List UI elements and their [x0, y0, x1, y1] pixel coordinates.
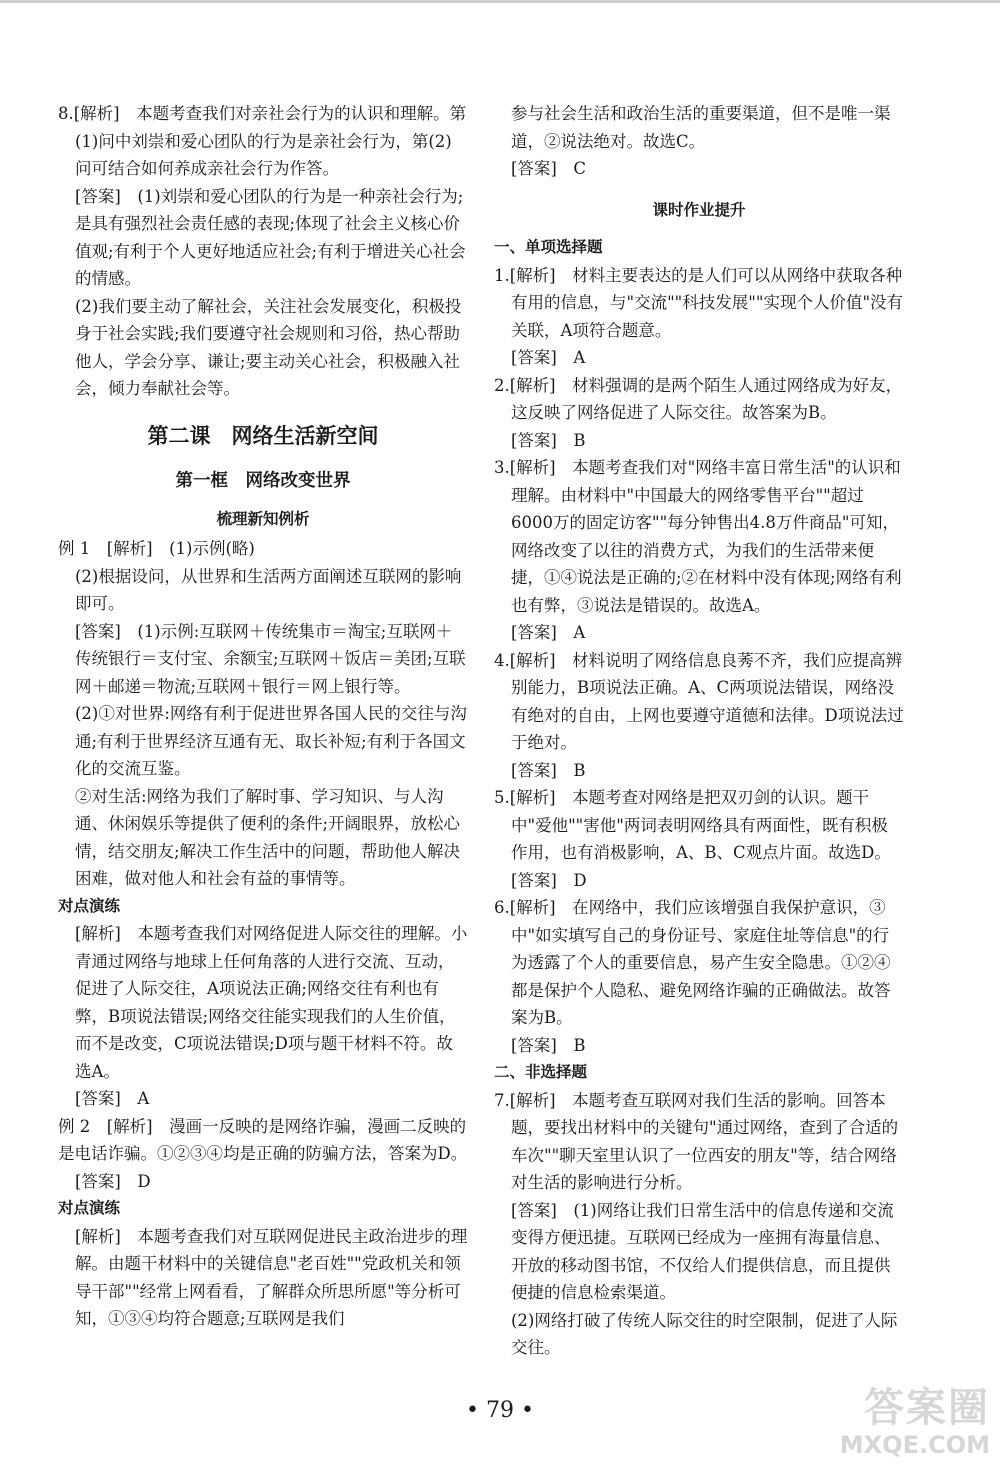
q4-analysis: 4.[解析] 材料说明了网络信息良莠不齐，我们应提高辨别能力，B项说法正确。A、C两项说法错误，网络没有绝对的自由，上网也要遵守道德和法律。D项说法过于绝对。	[494, 650, 904, 752]
q6-answer: [答案] B	[511, 1035, 586, 1055]
watermark-logo	[812, 1386, 990, 1460]
q7-answer-1: [答案] (1)网络让我们日常生活中的信息传递和交流变得方便迅捷。互联网已经成为一座拥有海量信息、开放的移动图书馆，不仅给人们提供信息，而且提供便捷的信息检索渠道。	[511, 1200, 894, 1302]
subsection-title: 梳理新知例析	[216, 509, 310, 528]
q3-analysis: 3.[解析] 本题考查我们对"网络丰富日常生活"的认识和理解。由材料中"中国最大的网络零售平台""超过6000万的固定访客""每分钟售出4.8万件商品"可知，网络改变了以往的消费方式，为我们的生活带来便捷，①④说法是正确的;②在材料中没有体现;网络有利也有弊，③说法是错误的。故选A。	[494, 458, 902, 615]
q8-answer-2: (2)我们要主动了解社会，关注社会发展变化，积极投身于社会实践;我们要遵守社会规则和习俗，热心帮助他人，学会分享、谦让;要主动关心社会，积极融入社会，倾力奉献社会等。	[75, 296, 462, 398]
practice1-analysis: [解析] 本题考查我们对网络促进人际交往的理解。小青通过网络与地球上任何角落的人进行交流、互动，促进了人际交往，A项说法正确;网络交往有利也有弊，B项说法错误;网络交往能实现我们的人生价值，而不是改变，C项说法错误;D项与题干材料不符。故选A。	[75, 924, 468, 1081]
q4-answer: [答案] B	[511, 760, 586, 780]
watermark-url: MXQE.COM	[839, 1431, 990, 1459]
watermark-title: 答案圈	[864, 1385, 990, 1431]
practice1-answer: [答案] A	[75, 1089, 150, 1108]
part1-heading: 一、单项选择题	[494, 238, 603, 256]
frame-title: 第一框 网络改变世界	[175, 471, 351, 491]
q3-answer: [答案] A	[511, 623, 586, 642]
continued-text: 参与社会生活和政治生活的重要渠道，但不是唯一渠道，②说法绝对。故选C。	[511, 104, 891, 151]
top-rule	[0, 0, 1000, 3]
q5-answer: [答案] D	[511, 870, 587, 890]
lesson-title: 第二课 网络生活新空间	[147, 423, 379, 448]
ex1-analysis-2: (2)根据设问，从世界和生活两方面阐述互联网的影响即可。	[75, 566, 462, 613]
ex1-analysis-1: 例 1 [解析] (1)示例(略)	[58, 539, 255, 558]
q8-answer-1: [答案] (1)刘崇和爱心团队的行为是一种亲社会行为;是具有强烈社会责任感的表现;体现了社会主义核心价值观;有利于个人更好地适应社会;有利于增进关心社会的情感。	[75, 186, 466, 288]
continued-answer: [答案] C	[511, 159, 586, 178]
q6-analysis: 6.[解析] 在网络中，我们应该增强自我保护意识，③中"如实填写自己的身份证号、家庭住址等信息"的行为透露了个人的重要信息，易产生安全隐患。①②④都是保护个人隐私、避免网络诈骗的正确做法。故答案为B。	[494, 898, 891, 1027]
q8-analysis: 8.[解析] 本题考查我们对亲社会行为的认识和理解。第(1)问中刘崇和爱心团队的行为是亲社会行为，第(2)问可结合如何养成亲社会行为作答。	[58, 104, 467, 178]
q2-answer: [答案] B	[511, 430, 586, 450]
ex1-answer-2: (2)①对世界:网络有利于促进世界各国人民的交往与沟通;有利于世界经济互通有无、取长补短;有利于各国文化的交流互鉴。	[75, 704, 467, 778]
q7-analysis: 7.[解析] 本题考查互联网对我们生活的影响。回答本题，要找出材料中的关键句"通过网络，查到了合适的车次""聊天室里认识了一位西安的朋友"等，结合网络对生活的影响进行分析。	[494, 1090, 899, 1192]
ex1-answer-1: [答案] (1)示例:互联网＋传统集市＝淘宝;互联网＋传统银行＝支付宝、余额宝;互联网＋饭店＝美团;互联网＋邮递＝物流;互联网＋银行＝网上银行等。	[75, 621, 466, 696]
ex2-analysis: 例 2 [解析] 漫画一反映的是网络诈骗，漫画二反映的是电话诈骗。①②③④均是正确的防骗方法，答案为D。	[58, 1116, 468, 1163]
left-column	[58, 100, 468, 1333]
right-column	[494, 100, 904, 1362]
ex2-answer: [答案] D	[75, 1171, 151, 1191]
q2-analysis: 2.[解析] 材料强调的是两个陌生人通过网络成为好友，这反映了网络促进了人际交往。故答案为B。	[494, 375, 903, 422]
page-number: • 79 •	[466, 1398, 534, 1423]
practice-heading: 对点演练	[58, 896, 121, 915]
homework-title: 课时作业提升	[652, 200, 746, 219]
practice2-analysis: [解析] 本题考查我们对互联网促进民主政治进步的理解。由题干材料中的关键信息"老百姓""党政机关和领导干部""经常上网看看，了解群众所思所愿"等分析可知，①③④均符合题意;互联网是我们	[75, 1226, 468, 1328]
part2-heading: 二、非选择题	[494, 1063, 588, 1081]
q1-answer: [答案] A	[511, 348, 586, 367]
ex1-answer-3: ②对生活:网络为我们了解时事、学习知识、与人沟通、休闲娱乐等提供了便利的条件;开阔眼界，放松心情，结交朋友;解决工作生活中的问题，帮助他人解决困难，做对他人和社会有益的事情等。	[75, 786, 461, 888]
practice2-heading: 对点演练	[58, 1199, 121, 1217]
q7-answer-2: (2)网络打破了传统人际交往的时空限制，促进了人际交往。	[511, 1310, 898, 1357]
q5-analysis: 5.[解析] 本题考查对网络是把双刃剑的认识。题干中"爱他""害他"两词表明网络具有两面性，既有积极作用，也有消极影响，A、B、C观点片面。故选D。	[494, 788, 891, 862]
q1-analysis: 1.[解析] 材料主要表达的是人们可以从网络中获取各种有用的信息，与"交流""科技发展""实现个人价值"没有关联，A项符合题意。	[494, 265, 904, 340]
